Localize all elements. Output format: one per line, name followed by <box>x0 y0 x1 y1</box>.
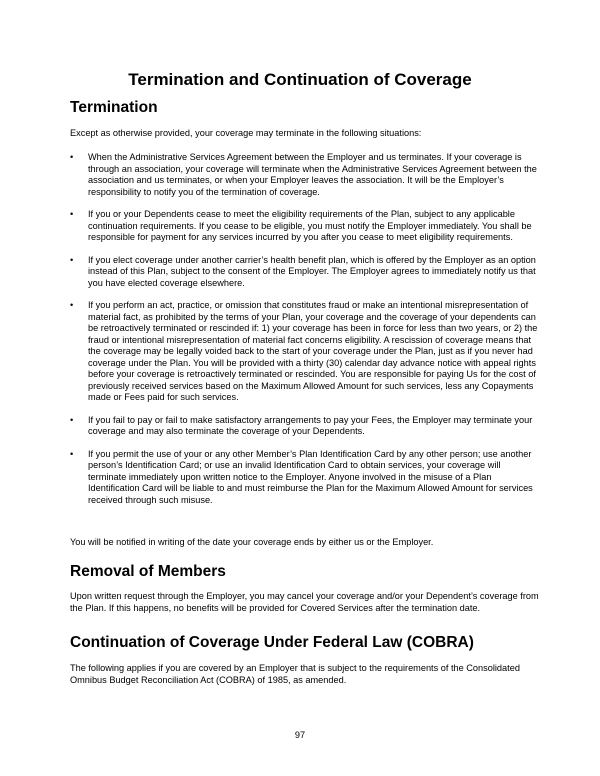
page-number: 97 <box>294 730 306 740</box>
removal-heading: Removal of Members <box>70 563 226 580</box>
list-item <box>70 415 540 438</box>
list-item-text: If you permit the use of your or any other Member’s Plan Identification Card by any other person; use another person’s Identification Card; or use an invalid Identification Card to obtain services, your coverage will terminate immediately upon written notice to the Employer. Anyone involved in the misuse of a Plan Identification Card will be liable to and must reimburse the Plan for the Maximum Allowed Amount for services received through such misuse. <box>88 448 533 505</box>
list-item <box>70 255 540 290</box>
list-item-text: If you fail to pay or fail to make satisfactory arrangements to pay your Fees, the Employer may terminate your coverage and may also terminate the coverage of your Dependents. <box>88 414 533 436</box>
list-item-text: If you perform an act, practice, or omission that constitutes fraud or make an intentional misrepresentation of material fact, as prohibited by the terms of your Plan, your coverage and the coverage of your dependents can be retroactively terminated or rescinded if: 1) your coverage has been in force for less than two years, or 2) the fraud or intentional misrepresentation of material fact concerns eligibility. A rescission of coverage means that the coverage may be legally voided back to the start of your coverage under the Plan, just as if you never had coverage under the Plan. You will be provided with a thirty (30) calendar day advance notice with appeal rights before your coverage is retroactively terminated or rescinded. You are responsible for paying Us for the cost of previously received services based on the Maximum Allowed Amount for such services, less any Copayments made or Fees paid for such services. <box>88 300 538 402</box>
termination-closing: You will be notified in writing of the date your coverage ends by either us or the Employer. <box>70 537 434 547</box>
cobra-heading: Continuation of Coverage Under Federal Law (COBRA) <box>70 634 474 651</box>
page-title: Termination and Continuation of Coverage <box>128 70 472 89</box>
removal-text: Upon written request through the Employer, you may cancel your coverage and/or your Dependent’s coverage from the Plan. If this happens, no benefits will be provided for Covered Services after the termination date. <box>70 591 539 613</box>
list-item <box>70 209 540 244</box>
cobra-text: The following applies if you are covered by an Employer that is subject to the requirements of the Consolidated Omnibus Budget Reconciliation Act (COBRA) of 1985, as amended. <box>70 663 520 685</box>
list-item <box>70 300 540 404</box>
bullet-icon: • <box>70 414 74 425</box>
list-item-text: If you elect coverage under another carrier’s health benefit plan, which is offered by the Employer as an option instead of this Plan, subject to the consent of the Employer. The Employer agrees to immediately notify us that you have elected coverage elsewhere. <box>88 254 536 288</box>
bullet-icon: • <box>70 209 74 219</box>
list-item <box>70 449 540 507</box>
list-item-text: If you or your Dependents cease to meet the eligibility requirements of the Plan, subject to any applicable continuation requirements. If you cease to be eligible, you must notify the Employer immediately. You shall be responsible for payment for any services incurred by you after you cease to meet eligibility requirements. <box>88 209 532 242</box>
bullet-icon: • <box>70 254 74 265</box>
bullet-icon: • <box>70 152 74 162</box>
list-item-text: When the Administrative Services Agreement between the Employer and us terminates. If your coverage is through an association, your coverage will terminate when the Administrative Services Agreement between the association and us terminates, or when your Employer leaves the association. It will be the Employer’s responsibility to notify you of the termination of coverage. <box>88 152 537 197</box>
bullet-icon: • <box>70 300 74 310</box>
termination-intro: Except as otherwise provided, your coverage may terminate in the following situations: <box>70 128 422 138</box>
termination-list <box>70 152 540 517</box>
termination-heading: Termination <box>70 99 158 116</box>
bullet-icon: • <box>70 448 74 459</box>
list-item <box>70 152 540 198</box>
